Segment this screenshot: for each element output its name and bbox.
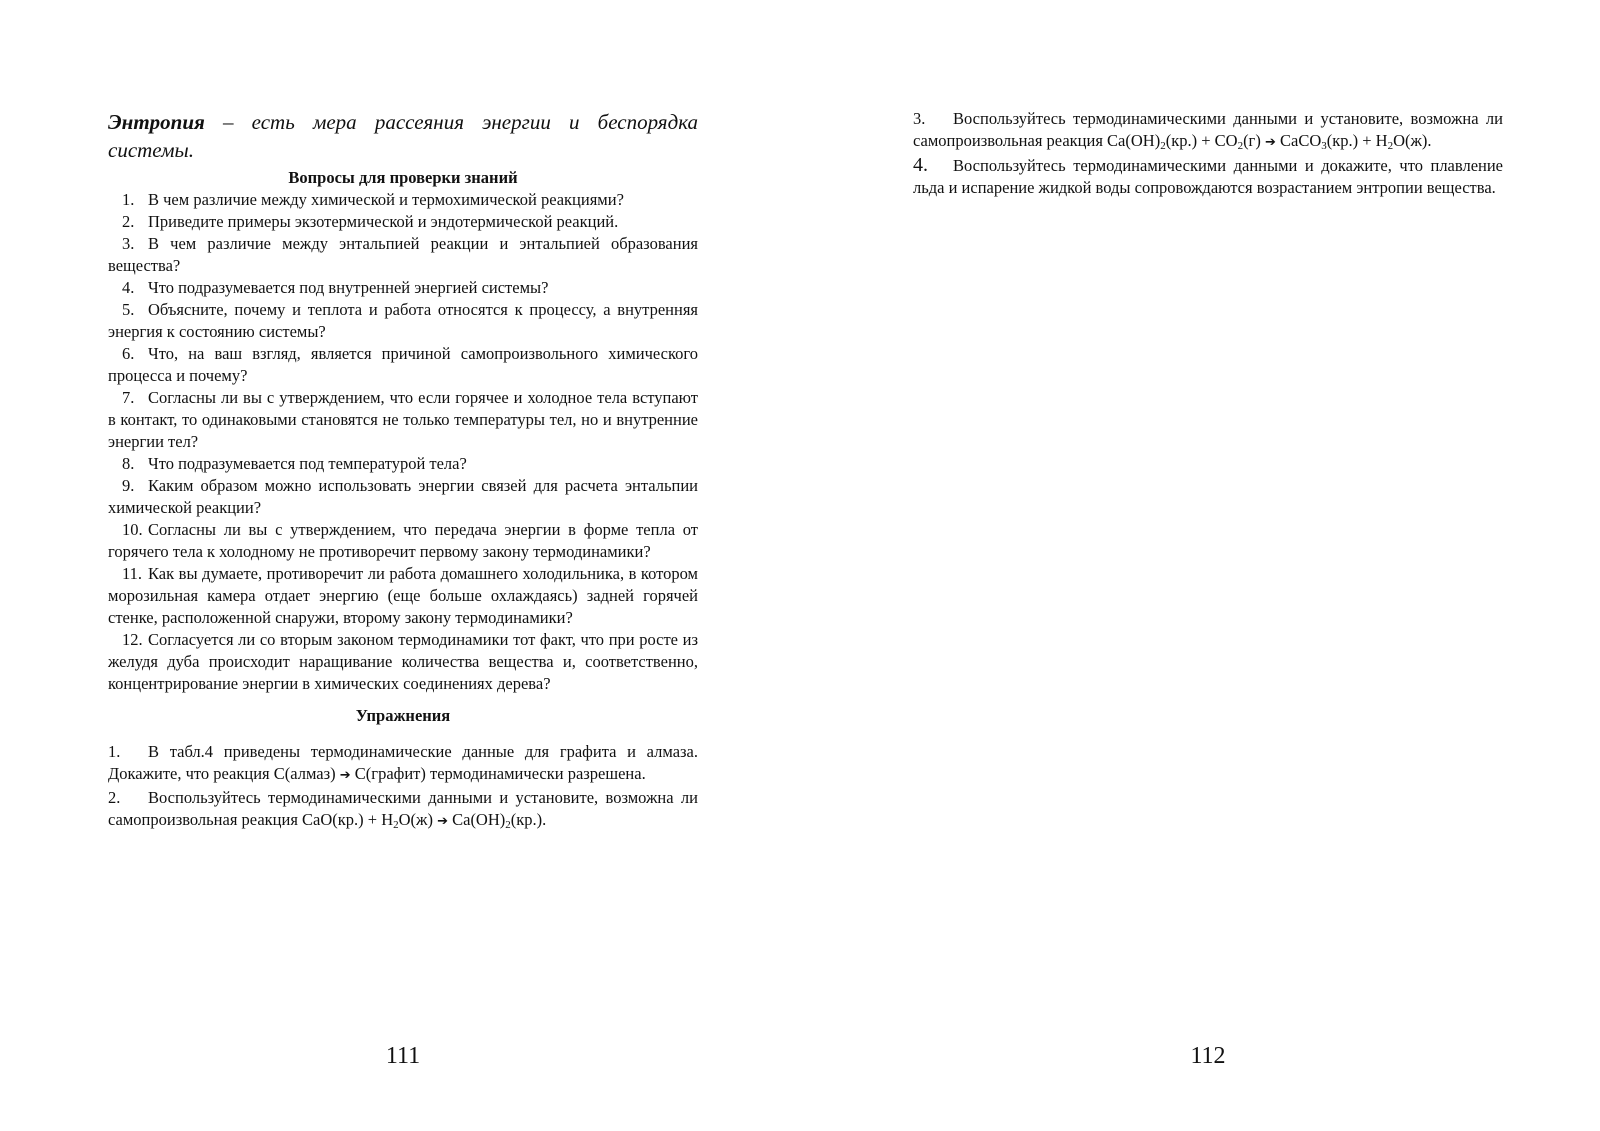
question-item — [108, 387, 698, 453]
question-text: Как вы думаете, противоречит ли работа домашнего холодильника, в котором морозильная камера отдает энергию (еще больше охлаждаясь) задней горячей стенке, расположенной снаружи, второму закону термодинамики? — [108, 564, 698, 627]
exercises-list-right — [913, 108, 1503, 199]
exercise-text: O(ж). — [1393, 131, 1432, 150]
question-text: Что, на ваш взгляд, является причиной самопроизвольного химического процесса и почему? — [108, 344, 698, 385]
exercise-item — [108, 741, 698, 787]
exercises-heading: Упражнения — [355, 706, 451, 725]
page-number-right: 112 — [1190, 1043, 1226, 1069]
exercise-text: В табл.4 приведены термодинамические данные для графита и алмаза. Докажите, что реакция С(алмаз) — [108, 742, 698, 783]
questions-heading: Вопросы для проверки знаний — [288, 168, 518, 187]
exercise-number: 2. — [108, 788, 121, 807]
right-arrow-icon: ➔ — [437, 814, 448, 829]
question-item — [108, 211, 698, 233]
right-page — [913, 0, 1503, 1131]
exercise-text: (г) — [1243, 131, 1265, 150]
question-number: 3. — [122, 234, 135, 253]
question-number: 8. — [122, 454, 135, 473]
exercise-item — [913, 108, 1503, 154]
subscript: 2 — [505, 819, 511, 831]
question-item — [108, 629, 698, 695]
question-text: В чем различие между химической и термохимической реакциями? — [148, 190, 624, 209]
entropy-definition-text: – есть мера рассеяния энергии и беспорядка системы. — [108, 110, 698, 162]
question-text: Согласны ли вы с утверждением, что если горячее и холодное тела вступают в контакт, то одинаковыми становятся не только температуры тел, но и внутренние энергии тел? — [108, 388, 698, 451]
question-item — [108, 233, 698, 277]
exercise-number: 4. — [913, 154, 928, 176]
question-text: Согласны ли вы с утверждением, что передача энергии в форме тепла от горячего тела к холодному не противоречит первому закону термодинамики? — [108, 520, 698, 561]
question-text: Согласуется ли со вторым законом термодинамики тот факт, что при росте из желудя дуба происходит наращивание количества вещества и, соответственно, концентрирование энергии в химических соединениях дерева? — [108, 630, 698, 693]
exercise-item — [108, 787, 698, 833]
exercise-text: Воспользуйтесь термодинамическими данными и установите, возможна ли самопроизвольная реакция CaO(кр.) + H — [108, 788, 698, 829]
question-number: 7. — [122, 388, 135, 407]
exercise-item — [913, 154, 1503, 199]
question-text: Что подразумевается под температурой тела? — [148, 454, 467, 473]
question-item — [108, 299, 698, 343]
exercise-number: 1. — [108, 742, 121, 761]
page-number-left: 111 — [385, 1043, 421, 1069]
entropy-term: Энтропия — [108, 110, 205, 134]
exercise-text: Ca(OH) — [447, 810, 506, 829]
question-number: 1. — [122, 190, 135, 209]
question-number: 11. — [122, 564, 143, 583]
exercises-list-left — [108, 741, 698, 833]
question-item — [108, 519, 698, 563]
exercise-text: (кр.). — [510, 810, 547, 829]
subscript: 2 — [1387, 140, 1394, 152]
exercise-text: Воспользуйтесь термодинамическими данными и докажите, что плавление льда и испарение жидкой воды сопровождаются возрастанием энтропии вещества. — [913, 156, 1503, 197]
question-number: 6. — [122, 344, 135, 363]
question-number: 9. — [122, 476, 135, 495]
question-number: 10. — [122, 520, 143, 539]
question-number: 12. — [122, 630, 143, 649]
question-item — [108, 189, 698, 211]
exercise-text: С(графит) термодинамически разрешена. — [350, 764, 646, 783]
subscript: 2 — [1160, 140, 1166, 152]
exercise-number: 3. — [913, 109, 926, 128]
question-text: В чем различие между энтальпией реакции и энтальпией образования вещества? — [108, 234, 698, 275]
entropy-definition — [108, 108, 698, 164]
subscript: 3 — [1321, 140, 1327, 152]
question-item — [108, 563, 698, 629]
right-arrow-icon: ➔ — [339, 768, 351, 783]
question-text: Каким образом можно использовать энергии связей для расчета энтальпии химической реакции? — [108, 476, 698, 517]
exercise-text: (кр.) + H — [1326, 131, 1388, 150]
exercise-text: CaCO — [1275, 131, 1322, 150]
question-item — [108, 277, 698, 299]
questions-list — [108, 189, 698, 695]
left-page — [108, 0, 698, 1131]
exercise-text: O(ж) — [398, 810, 438, 829]
question-text: Приведите примеры экзотермической и эндотермической реакций. — [148, 212, 619, 231]
question-text: Объясните, почему и теплота и работа относятся к процессу, а внутренняя энергия к состоянию системы? — [108, 300, 698, 341]
subscript: 2 — [1237, 140, 1244, 152]
question-text: Что подразумевается под внутренней энергией системы? — [148, 278, 549, 297]
question-number: 2. — [122, 212, 135, 231]
question-item — [108, 475, 698, 519]
question-item — [108, 453, 698, 475]
question-number: 5. — [122, 300, 135, 319]
question-item — [108, 343, 698, 387]
right-arrow-icon: ➔ — [1264, 135, 1276, 150]
exercise-text: Воспользуйтесь термодинамическими данными и установите, возможна ли самопроизвольная реакция Ca(OH) — [913, 109, 1503, 150]
subscript: 2 — [393, 819, 399, 831]
exercise-text: (кр.) + CO — [1165, 131, 1238, 150]
question-number: 4. — [122, 278, 135, 297]
